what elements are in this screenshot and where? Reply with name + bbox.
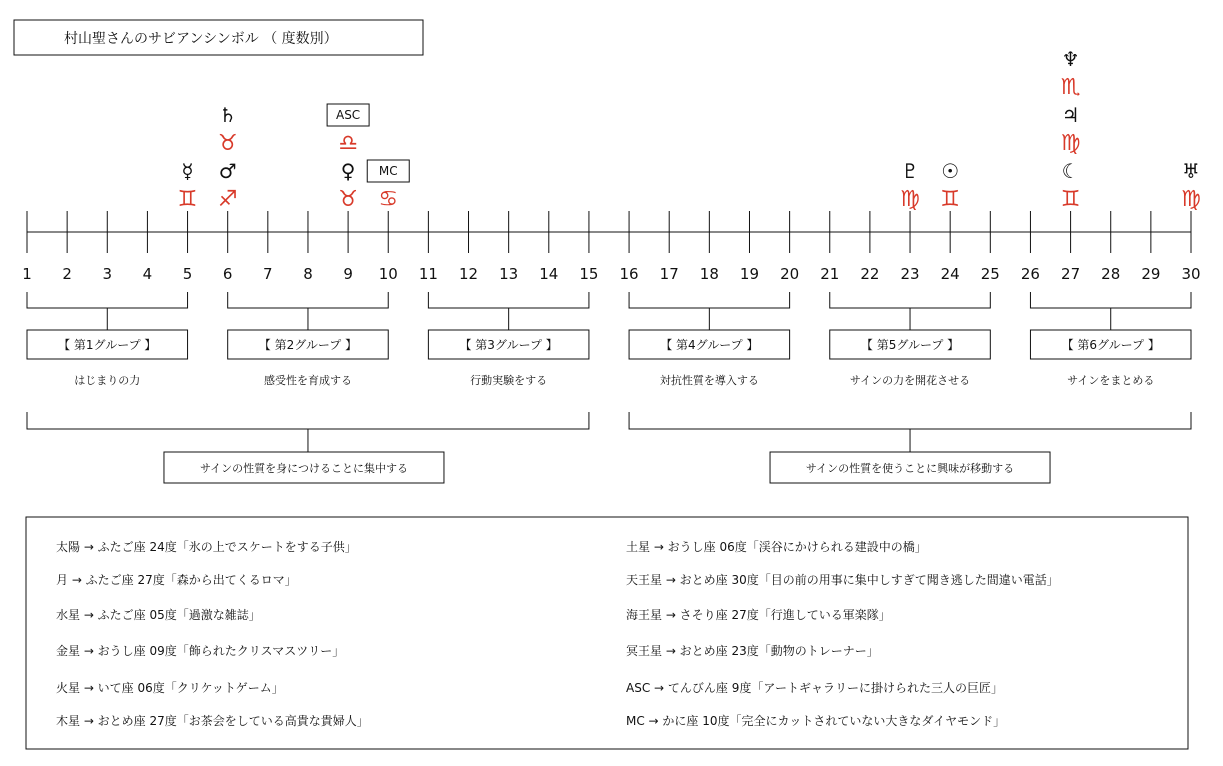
degree-label: 12 (458, 265, 479, 283)
group-desc: はじまりの力 (74, 374, 141, 387)
symbol-entry: MC → かに座 10度「完全にカットされていない大きなダイヤモンド」 (626, 714, 1006, 728)
uranus-icon: ♅ (1182, 159, 1200, 183)
neptune-icon: ♆ (1061, 47, 1080, 71)
diagram-title: 村山聖さんのサビアンシンボル （ 度数別） (64, 31, 338, 47)
group-label: 【 第2グループ 】 (258, 338, 358, 352)
half-label: サインの性質を使うことに興味が移動する (805, 462, 1015, 475)
degree-label: 29 (1141, 265, 1161, 283)
group-label: 【 第6グループ 】 (1061, 338, 1160, 352)
degree-label: 21 (820, 265, 840, 283)
symbol-entry: 天王星 → おとめ座 30度「目の前の用事に集中しすぎて聞き逃した間違い電話」 (626, 573, 1059, 587)
group-bracket (629, 292, 790, 308)
degree-groups (27, 292, 1191, 387)
degree-label: 24 (940, 265, 960, 283)
group-label: 【 第4グループ 】 (660, 338, 759, 352)
venus-icon: ♀ (340, 159, 356, 183)
gemini-icon: ♊ (1060, 187, 1081, 212)
sagittarius-icon: ♐ (217, 187, 238, 212)
degree-label: 14 (539, 265, 559, 283)
degree-ticks (22, 211, 1200, 283)
cancer-icon: ♋ (378, 187, 399, 212)
degree-label: 13 (499, 265, 519, 283)
symbols-list-right (626, 539, 1059, 728)
group-bracket (830, 292, 991, 308)
group-bracket (228, 292, 389, 308)
group-desc: 対抗性質を導入する (659, 374, 759, 387)
degree-label: 7 (263, 265, 273, 283)
degree-label: 22 (860, 265, 880, 283)
mars-icon: ♂ (218, 159, 237, 183)
symbol-entry: 木星 → おとめ座 27度「お茶会をしている高貴な貴婦人」 (56, 714, 369, 728)
group-label: 【 第1グループ 】 (58, 338, 157, 352)
degree-label: 4 (142, 265, 153, 283)
libra-icon: ♎ (338, 131, 358, 156)
jupiter-icon: ♃ (1061, 103, 1080, 127)
group-desc: 行動実験をする (470, 374, 548, 387)
degree-label: 16 (619, 265, 639, 283)
mc-label: MC (378, 164, 398, 178)
symbols-list-left (56, 539, 369, 728)
symbol-entry: 金星 → おうし座 09度「飾られたクリスマスツリー」 (56, 644, 345, 658)
degree-label: 3 (102, 265, 113, 283)
symbol-entry: 土星 → おうし座 06度「渓谷にかけられる建設中の橋」 (626, 540, 927, 554)
virgo-icon: ♍ (1060, 131, 1081, 156)
group-desc: サインをまとめる (1067, 374, 1155, 387)
degree-label: 10 (378, 265, 398, 283)
half-bracket (27, 412, 589, 429)
degree-label: 15 (579, 265, 599, 283)
symbol-entry: 火星 → いて座 06度「クリケットゲーム」 (56, 681, 284, 695)
group-bracket (428, 292, 589, 308)
degree-label: 18 (699, 265, 719, 283)
degree-label: 6 (222, 265, 233, 283)
group-label: 【 第5グループ 】 (860, 338, 960, 352)
degree-halves (27, 412, 1191, 483)
degree-label: 11 (418, 265, 438, 283)
moon-icon: ☾ (1061, 159, 1080, 183)
degree-label: 9 (343, 265, 353, 283)
pluto-icon: ♇ (901, 159, 920, 183)
group-bracket (27, 292, 188, 308)
symbol-entry: 海王星 → さそり座 27度「行進している軍楽隊」 (626, 608, 891, 622)
symbol-entry: 水星 → ふたご座 05度「過激な雑誌」 (56, 608, 261, 622)
symbol-entry: 冥王星 → おとめ座 23度「動物のトレーナー」 (626, 644, 879, 658)
half-label: サインの性質を身につけることに集中する (199, 462, 408, 475)
group-desc: サインの力を開花させる (849, 374, 971, 387)
degree-label: 23 (900, 265, 920, 283)
virgo-icon: ♍ (900, 187, 920, 212)
degree-label: 17 (659, 265, 679, 283)
gemini-icon: ♊ (940, 187, 961, 212)
degree-label: 8 (303, 265, 313, 283)
degree-label: 25 (980, 265, 1000, 283)
asc-label: ASC (335, 108, 361, 122)
group-label: 【 第3グループ 】 (459, 338, 558, 352)
degree-label: 1 (22, 265, 32, 283)
symbol-entry: ASC → てんびん座 9度「アートギャラリーに掛けられた三人の巨匠」 (626, 681, 1003, 695)
degree-label: 19 (739, 265, 760, 283)
taurus-icon: ♉ (338, 187, 358, 212)
symbol-entry: 太陽 → ふたご座 24度「氷の上でスケートをする子供」 (56, 540, 357, 554)
scorpio-icon: ♏ (1060, 75, 1081, 100)
group-bracket (1030, 292, 1191, 308)
half-bracket (629, 412, 1191, 429)
degree-label: 28 (1101, 265, 1121, 283)
planet-markers (178, 47, 1201, 212)
gemini-icon: ♊ (177, 187, 198, 212)
degree-label: 5 (182, 265, 193, 283)
degree-label: 20 (780, 265, 800, 283)
taurus-icon: ♉ (217, 131, 238, 156)
group-desc: 感受性を育成する (263, 374, 352, 387)
degree-label: 27 (1061, 265, 1081, 283)
virgo-icon: ♍ (1181, 187, 1201, 212)
degree-label: 26 (1020, 265, 1040, 283)
mercury-icon: ☿ (181, 159, 194, 183)
degree-label: 2 (62, 265, 72, 283)
sun-icon: ☉ (941, 159, 960, 183)
saturn-icon: ♄ (218, 103, 237, 127)
degree-label: 30 (1181, 265, 1201, 283)
symbol-entry: 月 → ふたご座 27度「森から出てくるロマ」 (56, 573, 297, 587)
